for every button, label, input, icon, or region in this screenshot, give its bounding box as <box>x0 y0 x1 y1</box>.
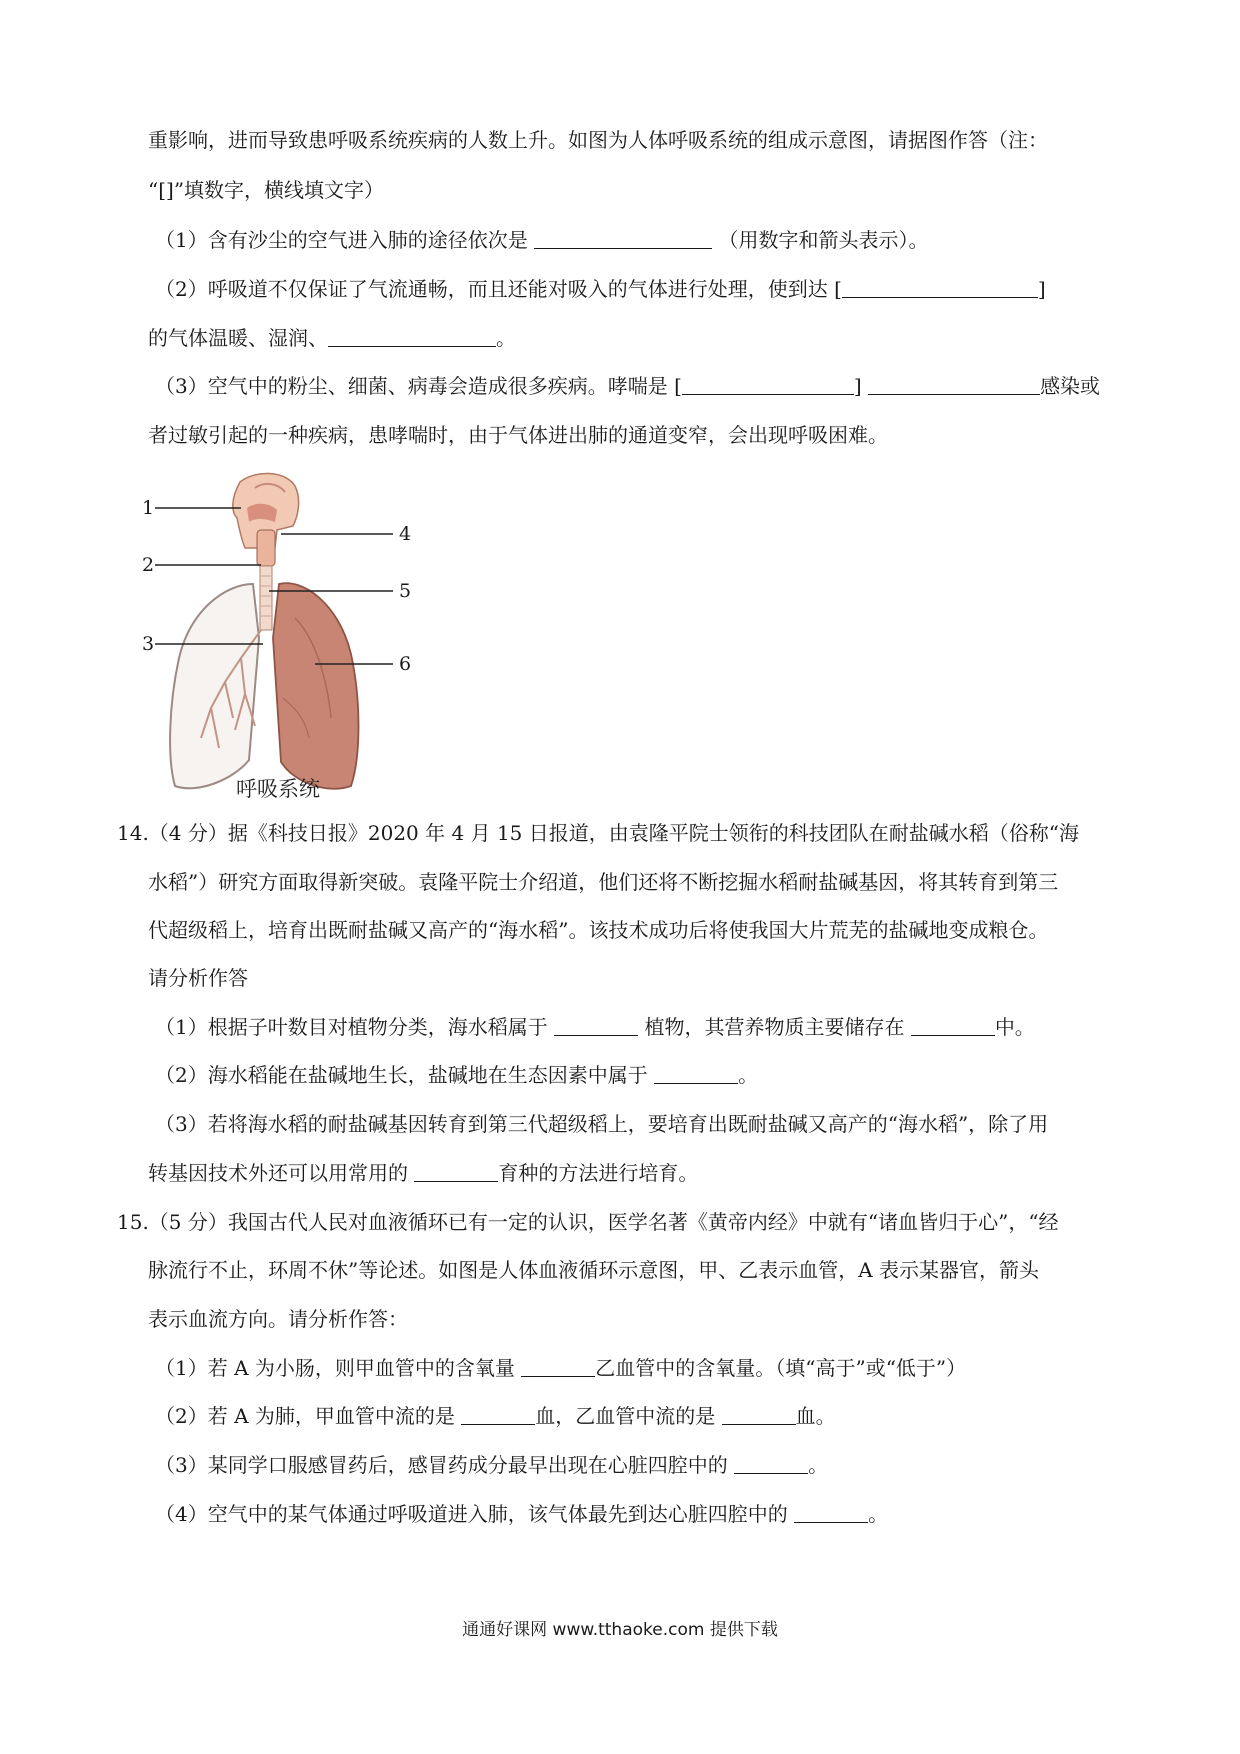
q15-answer-blank-3[interactable] <box>722 1406 796 1425</box>
q14-answer-blank-1[interactable] <box>554 1017 638 1036</box>
q14-part3-cont <box>148 1161 698 1185</box>
q14-part2-text: （2）海水稻能在盐碱地生长，盐碱地在生态因素中属于 <box>155 1063 648 1087</box>
figure-label-2: 2 <box>142 554 155 576</box>
q13-part3-bracket-close: ] <box>853 374 862 398</box>
q15-part1-text: （1）若 A 为小肠，则甲血管中的含氧量 <box>155 1356 515 1380</box>
figure-caption: 呼吸系统 <box>236 777 320 801</box>
figure-label-1: 1 <box>142 497 155 519</box>
q15-answer-blank-5[interactable] <box>794 1504 868 1523</box>
q15-part2-mid: 血，乙血管中流的是 <box>535 1404 716 1428</box>
q15-line1: 15.（5 分）我国古代人民对血液循环已有一定的认识，医学名著《黄帝内经》中就有“诸血皆归于心”，“经 <box>117 1210 1059 1234</box>
q13-intro-line1: 重影响，进而导致患呼吸系统疾病的人数上升。如图为人体呼吸系统的组成示意图，请据图作答（注： <box>148 128 1048 152</box>
q15-part2-text: （2）若 A 为肺，甲血管中流的是 <box>155 1404 455 1428</box>
q13-answer-blank-5[interactable] <box>868 376 1040 395</box>
q13-part2-bracket-close: ] <box>1037 277 1046 301</box>
q13-part2-end: 。 <box>496 326 516 350</box>
q13-part1-text: （1）含有沙尘的空气进入肺的途径依次是 <box>155 228 528 252</box>
q15-part4-text: （4）空气中的某气体通过呼吸道进入肺，该气体最先到达心脏四腔中的 <box>155 1502 788 1526</box>
q14-line3: 代超级稻上，培育出既耐盐碱又高产的“海水稻”。该技术成功后将使我国大片荒芜的盐碱地变成粮仓。 <box>148 918 1049 942</box>
q13-part3 <box>155 374 1100 398</box>
q13-answer-blank-2[interactable] <box>842 279 1038 298</box>
figure-label-6: 6 <box>399 653 412 675</box>
q15-line2: 脉流行不止，环周不休”等论述。如图是人体血液循环示意图，甲、乙表示血管，A 表示某器官，箭头 <box>148 1258 1040 1282</box>
q14-line4: 请分析作答 <box>148 966 248 990</box>
q15-part4-end: 。 <box>868 1502 889 1526</box>
q14-part3-end: 育种的方法进行培育。 <box>498 1161 699 1185</box>
respiratory-system-figure <box>142 468 425 808</box>
q15-part3-text: （3）某同学口服感冒药后，感冒药成分最早出现在心脏四腔中的 <box>155 1453 728 1477</box>
q13-part2-text-cont: 的气体温暖、湿润、 <box>148 326 328 350</box>
q14-line2: 水稻”）研究方面取得新突破。袁隆平院士介绍道，他们还将不断挖掘水稻耐盐碱基因，将其转育到第三 <box>148 870 1059 894</box>
respiratory-system-illustration <box>145 468 425 808</box>
q15-part4 <box>155 1502 888 1526</box>
q14-part3-text: 转基因技术外还可以用常用的 <box>148 1161 408 1185</box>
q13-part2-text: （2）呼吸道不仅保证了气流通畅，而且还能对吸入的气体进行处理，使到达 [ <box>155 277 842 301</box>
q14-answer-blank-4[interactable] <box>414 1163 498 1182</box>
q15-answer-blank-1[interactable] <box>521 1358 595 1377</box>
page-footer: 通通好课网 www.tthaoke.com 提供下载 <box>462 1620 778 1640</box>
q15-part3-end: 。 <box>808 1453 829 1477</box>
q13-part3-text: （3）空气中的粉尘、细菌、病毒会造成很多疾病。哮喘是 [ <box>155 374 682 398</box>
q13-intro-line2: “[]”填数字，横线填文字） <box>148 178 385 202</box>
q14-part2 <box>155 1063 758 1087</box>
q15-part2-end: 血。 <box>795 1404 836 1428</box>
q15-part1 <box>155 1356 966 1380</box>
q14-answer-blank-3[interactable] <box>654 1065 738 1084</box>
q13-part2 <box>155 277 1046 301</box>
q14-part1-end: 中。 <box>994 1015 1035 1039</box>
q14-part2-end: 。 <box>738 1063 759 1087</box>
q13-answer-blank-3[interactable] <box>328 328 496 347</box>
q13-part3-cont: 者过敏引起的一种疾病，患哮喘时，由于气体进出肺的通道变窄，会出现呼吸困难。 <box>148 423 888 447</box>
q13-answer-blank-1[interactable] <box>534 230 712 249</box>
q15-answer-blank-4[interactable] <box>734 1455 808 1474</box>
q14-part3: （3）若将海水稻的耐盐碱基因转育到第三代超级稻上，要培育出既耐盐碱又高产的“海水稻”，除了用 <box>155 1112 1049 1136</box>
figure-label-3: 3 <box>142 633 155 655</box>
q14-line1: 14.（4 分）据《科技日报》2020 年 4 月 15 日报道，由袁隆平院士领衔的科技团队在耐盐碱水稻（俗称“海 <box>117 821 1079 845</box>
q15-part1-end: 乙血管中的含氧量。（填“高于”或“低于”） <box>595 1356 967 1380</box>
q15-answer-blank-2[interactable] <box>461 1406 535 1425</box>
q13-answer-blank-4[interactable] <box>682 376 854 395</box>
q14-answer-blank-2[interactable] <box>911 1017 995 1036</box>
q13-part1-text-end: （用数字和箭头表示）。 <box>718 228 929 252</box>
q13-part3-text-mid: 感染或 <box>1040 374 1101 398</box>
figure-label-4: 4 <box>399 523 412 545</box>
q13-part1 <box>155 228 928 252</box>
q14-part1 <box>155 1015 1035 1039</box>
q14-part1-text: （1）根据子叶数目对植物分类，海水稻属于 <box>155 1015 548 1039</box>
q15-part2 <box>155 1404 836 1428</box>
q15-part3 <box>155 1453 828 1477</box>
q14-part1-text-mid: 植物，其营养物质主要储存在 <box>644 1015 905 1039</box>
q15-line3: 表示血流方向。请分析作答： <box>148 1307 408 1331</box>
figure-label-5: 5 <box>399 580 412 602</box>
q13-part2-cont <box>148 326 516 350</box>
